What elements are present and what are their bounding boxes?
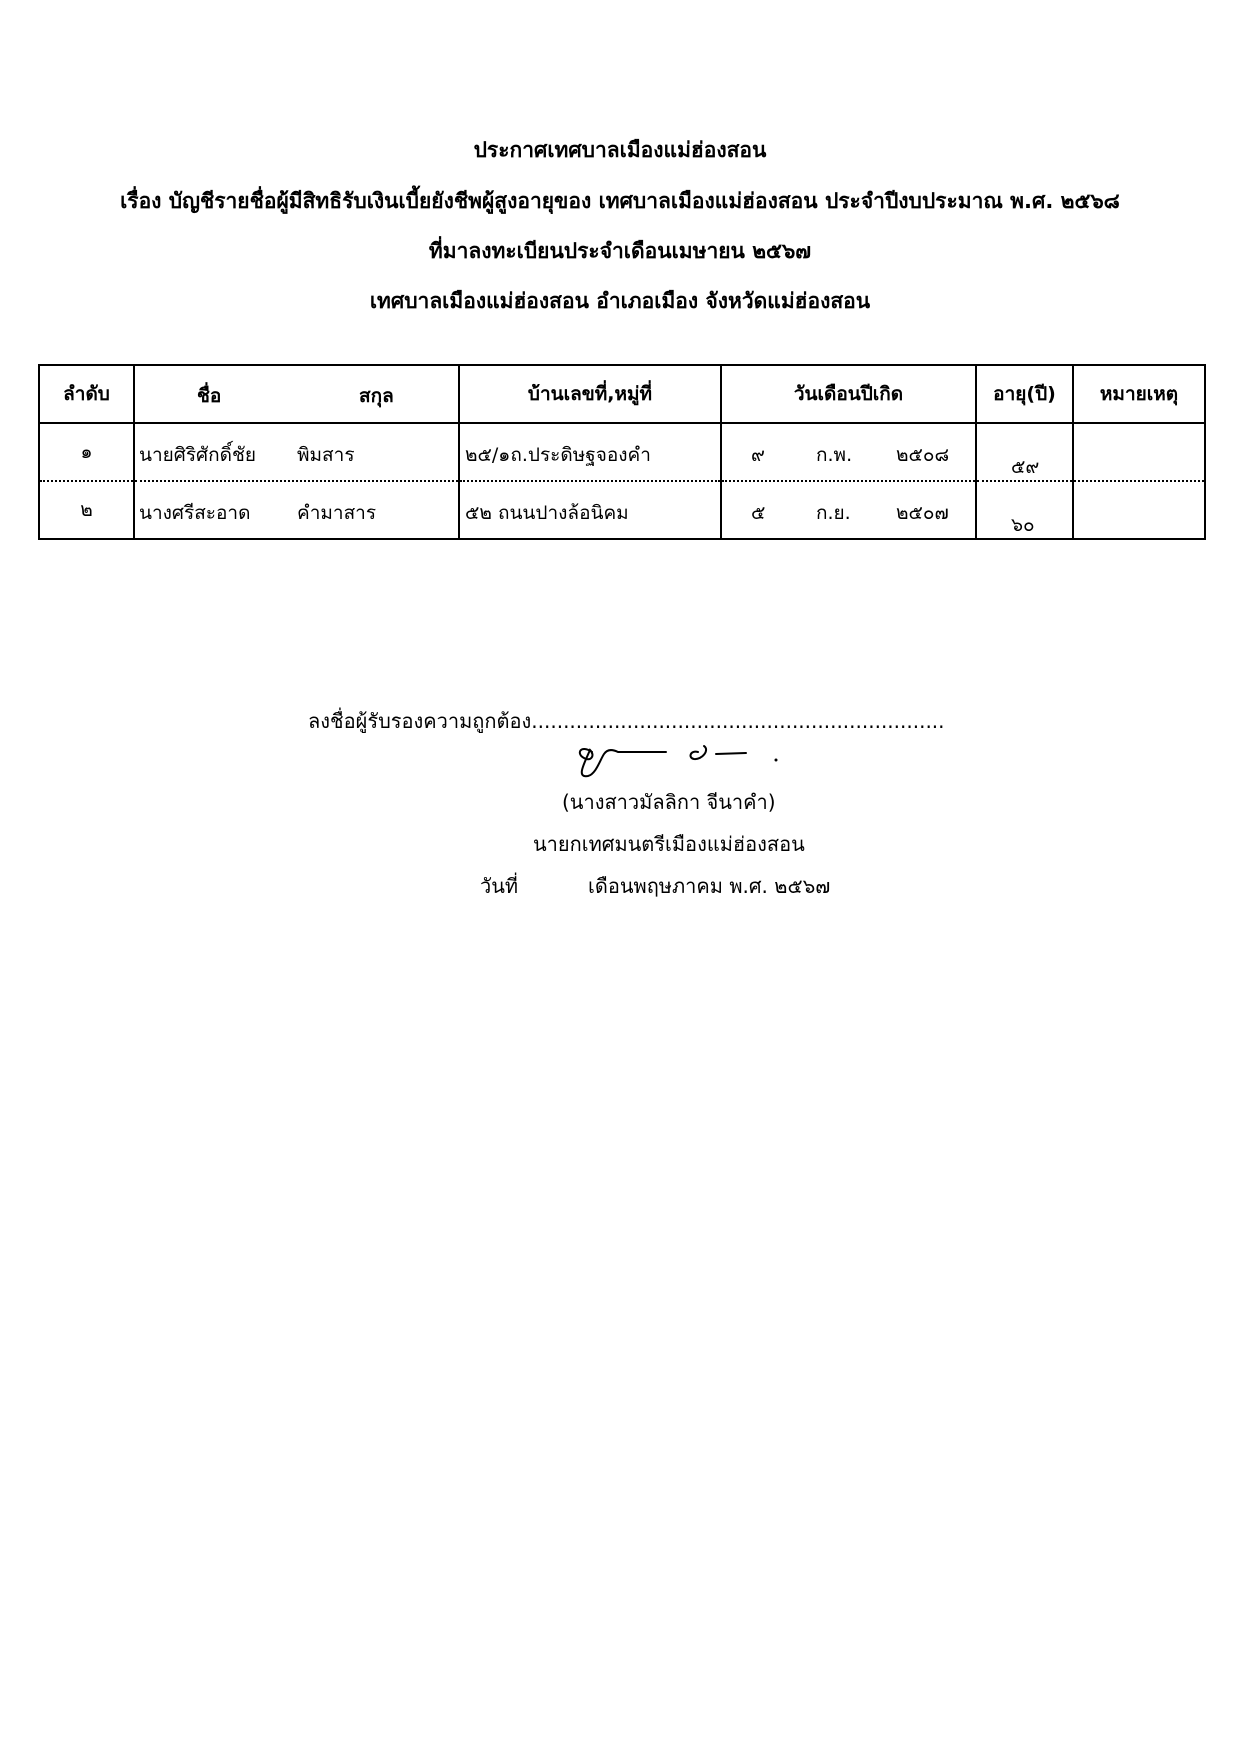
table-row bbox=[39, 423, 1205, 481]
col-header-name: ชื่อ bbox=[197, 385, 222, 407]
row-name: นางศรีสะอาด bbox=[139, 502, 251, 524]
col-header-surname: สกุล bbox=[359, 385, 394, 407]
row-birth-day: ๙ bbox=[751, 444, 765, 466]
row-birth-year: ๒๕๐๘ bbox=[896, 444, 950, 466]
col-header-birthdate: วันเดือนปีเกิด bbox=[721, 365, 976, 423]
row-birthdate bbox=[721, 481, 976, 539]
municipality-location: เทศบาลเมืองแม่ฮ่องสอน อำเภอเมือง จังหวัดแม่ฮ่องสอน bbox=[369, 289, 871, 313]
row-surname: พิมสาร bbox=[297, 444, 355, 466]
registration-period: ที่มาลงทะเบียนประจำเดือนเมษายน ๒๕๖๗ bbox=[428, 239, 812, 263]
row-remark bbox=[1073, 423, 1205, 481]
row-address bbox=[459, 423, 721, 481]
col-header-name-surname bbox=[134, 365, 459, 423]
row-birth-day: ๕ bbox=[751, 502, 766, 524]
row-remark bbox=[1073, 481, 1205, 539]
col-header-remark: หมายเหตุ bbox=[1073, 365, 1205, 423]
handwritten-signature bbox=[570, 732, 790, 782]
row-age bbox=[976, 481, 1073, 539]
row-name: นายศิริศักดิ์ชัย bbox=[139, 444, 256, 466]
row-surname: คำมาสาร bbox=[297, 502, 377, 524]
row-address-text: ๒๕/๑ถ.ประดิษฐจองคำ bbox=[465, 444, 651, 466]
row-age-text: ๕๙ bbox=[1011, 456, 1040, 478]
recipients-table bbox=[38, 364, 1206, 540]
col-header-order: ลำดับ bbox=[39, 365, 134, 423]
row-birth-month: ก.ย. bbox=[816, 502, 851, 524]
row-birth-month: ก.พ. bbox=[816, 444, 853, 466]
col-header-age: อายุ(ปี) bbox=[976, 365, 1073, 423]
row-birth-year: ๒๕๐๗ bbox=[896, 502, 949, 524]
table-row bbox=[39, 481, 1205, 539]
row-name-surname bbox=[134, 481, 459, 539]
signer-position: นายกเทศมนตรีเมืองแม่ฮ่องสอน bbox=[533, 832, 805, 856]
row-birthdate bbox=[721, 423, 976, 481]
date-label: วันที่ bbox=[480, 874, 519, 898]
row-address-text: ๕๒ ถนนปางล้อนิคม bbox=[465, 502, 629, 524]
col-header-address: บ้านเลขที่,หมู่ที่ bbox=[459, 365, 721, 423]
row-age-text: ๖๐ bbox=[1011, 514, 1035, 536]
table-header-row bbox=[39, 365, 1205, 423]
certification-label: ลงชื่อผู้รับรองความถูกต้อง................................................................. bbox=[308, 709, 945, 733]
subject-line: เรื่อง บัญชีรายชื่อผู้มีสิทธิรับเงินเบี้ยยังชีพผู้สูงอายุของ เทศบาลเมืองแม่ฮ่องสอน ประจำปีงบประมาณ พ.ศ. ๒๕๖๘ bbox=[120, 189, 1120, 213]
row-name-surname bbox=[134, 423, 459, 481]
row-order: ๑ bbox=[39, 423, 134, 481]
announcement-title: ประกาศเทศบาลเมืองแม่ฮ่องสอน bbox=[473, 138, 767, 162]
row-age bbox=[976, 423, 1073, 481]
date-value: เดือนพฤษภาคม พ.ศ. ๒๕๖๗ bbox=[588, 874, 831, 898]
row-address bbox=[459, 481, 721, 539]
signer-name: (นางสาวมัลลิกา จีนาคำ) bbox=[562, 790, 776, 814]
row-order: ๒ bbox=[39, 481, 134, 539]
